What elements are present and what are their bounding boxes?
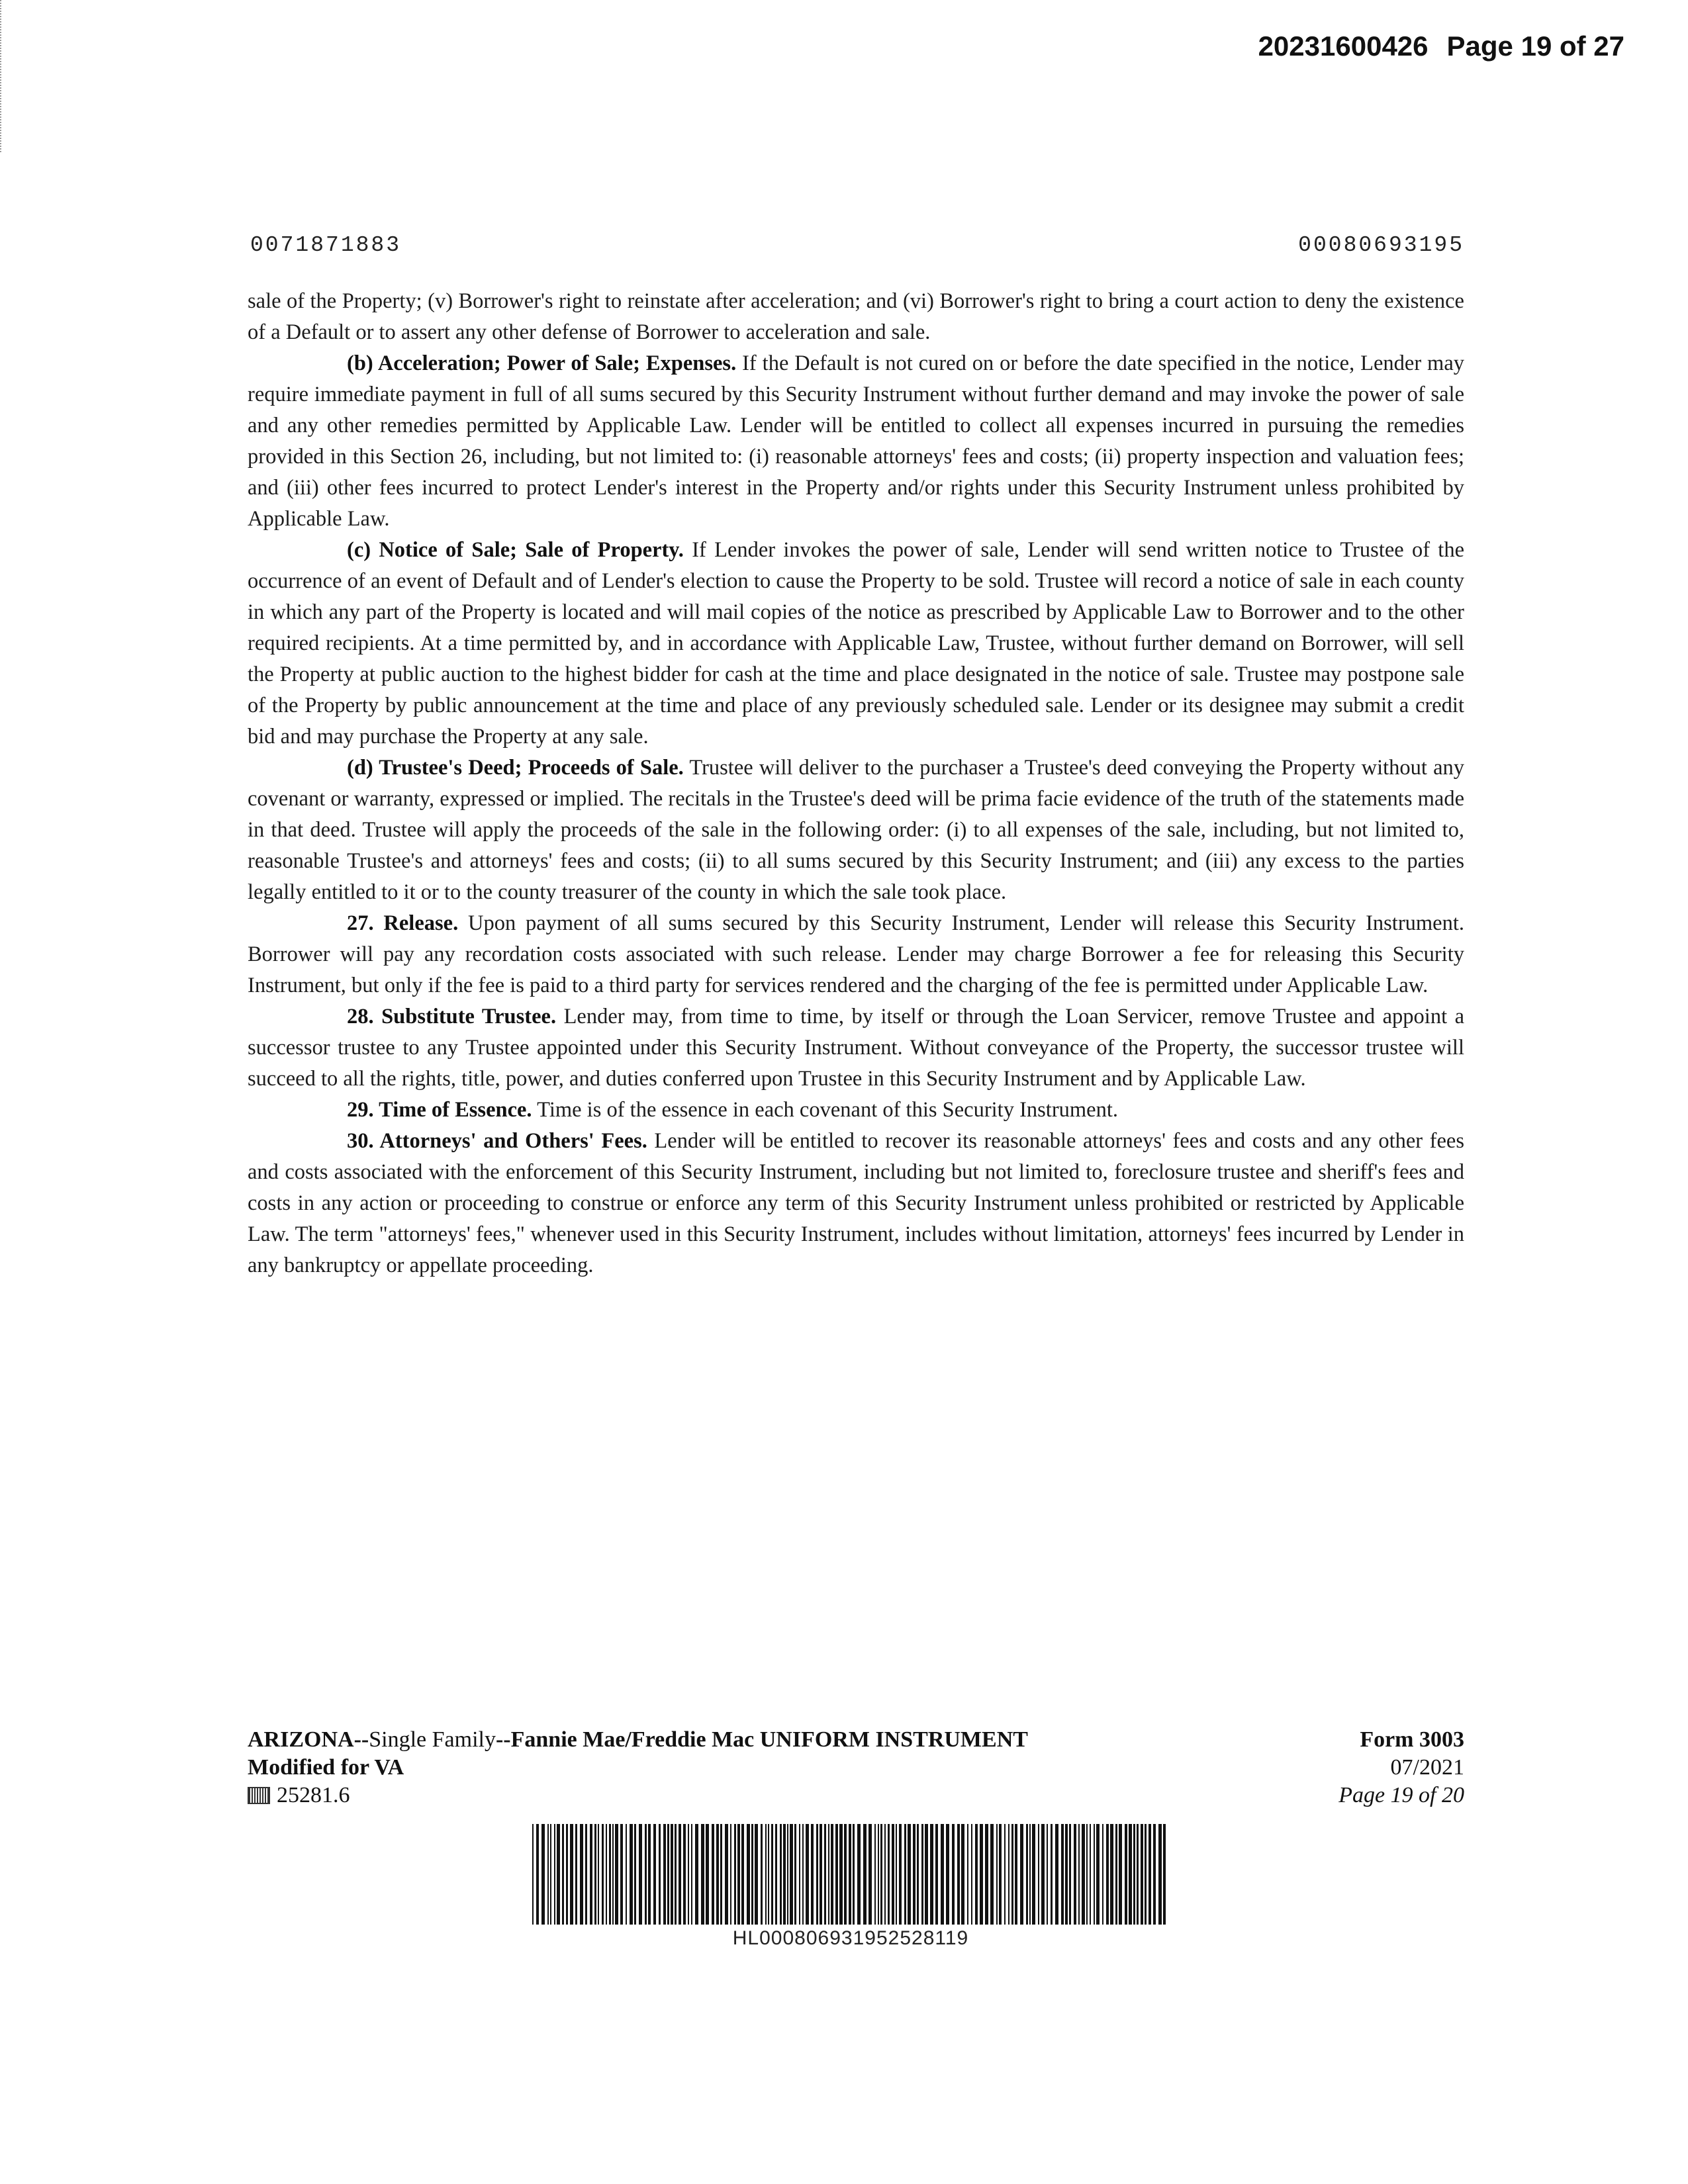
footer-page-of: Page 19 of 20 bbox=[1338, 1783, 1464, 1807]
loan-number-right: 00080693195 bbox=[1298, 233, 1464, 257]
footer-form-date: 07/2021 bbox=[1390, 1755, 1464, 1780]
paragraph-acceleration bbox=[248, 348, 1464, 535]
form-software-icon bbox=[248, 1787, 270, 1804]
paragraph-trustees-deed bbox=[248, 752, 1464, 908]
scan-edge-marks bbox=[0, 0, 4, 152]
paragraph-time-of-essence bbox=[248, 1095, 1464, 1126]
loan-number-left: 0071871883 bbox=[250, 233, 402, 257]
paragraph-text: Lender will be entitled to recover its reasonable attorneys' fees and costs and any other fees and costs associated with the enforcement of this Security Instrument, including but not limited to, foreclosure trustee and sheriff's fees and costs in any action or proceeding to construe or enforce any term of this Security Instrument unless prohibited or restricted by Applicable Law. The term "attorneys' fees," whenever used in this Security Instrument, includes without limitation, attorneys' fees incurred by Lender in any bankruptcy or appellate proceeding. bbox=[248, 1129, 1465, 1277]
paragraph-heading: 27. Release. bbox=[347, 911, 459, 935]
paragraph-text: Time is of the essence in each covenant of this Security Instrument. bbox=[537, 1098, 1119, 1122]
footer-separator: -- bbox=[353, 1727, 369, 1752]
paragraph-heading: (b) Acceleration; Power of Sale; Expenses. bbox=[347, 351, 737, 375]
paragraph-text: Trustee will deliver to the purchaser a Trustee's deed conveying the Property without any covenant or warranty, expressed or implied. The recitals in the Trustee's deed will be prima facie evidence of the truth of the statements made in that deed. Trustee will apply the proceeds of the sale in the following order: (i) to all expenses of the sale, including, but not limited to, reasonable Trustee's and attorneys' fees and costs; (ii) to all sums secured by this Security Instrument; and (iii) any excess to the parties legally entitled to it or to the county treasurer of the county in which the sale took place. bbox=[248, 756, 1465, 904]
paragraph-text: sale of the Property; (v) Borrower's right to reinstate after acceleration; and (vi) Borrower's right to bring a court action to deny the existence of a Default or to assert any other defense of Borrower to acceleration and sale. bbox=[248, 289, 1464, 344]
form-code-line bbox=[248, 1782, 1028, 1809]
paragraph-attorneys-fees bbox=[248, 1126, 1464, 1281]
paragraph-heading: 28. Substitute Trustee. bbox=[347, 1005, 557, 1028]
form-title-line bbox=[248, 1726, 1028, 1754]
form-footer-right bbox=[1338, 1726, 1464, 1809]
document-number: 20231600426 bbox=[1258, 30, 1429, 62]
footer-modified: Modified for VA bbox=[248, 1755, 404, 1780]
barcode-number: HL00080693195252811​9 bbox=[732, 1927, 969, 1949]
paragraph-heading: 30. Attorneys' and Others' Fees. bbox=[347, 1129, 647, 1153]
footer-family-type: Single Family bbox=[369, 1727, 496, 1752]
footer-instrument: Fannie Mae/Freddie Mac UNIFORM INSTRUMENT bbox=[510, 1727, 1028, 1752]
paragraph-notice-of-sale bbox=[248, 535, 1464, 752]
paragraph-heading: (c) Notice of Sale; Sale of Property. bbox=[347, 538, 684, 562]
form-footer-left bbox=[248, 1726, 1028, 1809]
recording-header bbox=[1258, 30, 1624, 62]
footer-form-code: 25281.6 bbox=[277, 1783, 350, 1807]
page-label: Page 19 of 27 bbox=[1446, 30, 1624, 62]
paragraph-text: Upon payment of all sums secured by this Security Instrument, Lender will release this Security Instrument. Borrower will pay any recordation costs associated with such release. Lender may charge Borrower a fee for releasing this Security Instrument, but only if the fee is paid to a third party for services rendered and the charging of the fee is permitted under Applicable Law. bbox=[248, 911, 1464, 997]
footer-state: ARIZONA bbox=[248, 1727, 354, 1752]
barcode-image bbox=[530, 1824, 1172, 1925]
paragraph-continuation bbox=[248, 286, 1464, 348]
paragraph-heading: (d) Trustee's Deed; Proceeds of Sale. bbox=[347, 756, 684, 780]
paragraph-text: If Lender invokes the power of sale, Lender will send written notice to Trustee of the occurrence of an event of Default and of Lender's election to cause the Property to be sold. Trustee will record a notice of sale in each county in which any part of the Property is located and will mail copies of the notice as prescribed by Applicable Law to Borrower and to the other required recipients. At a time permitted by, and in accordance with Applicable Law, Trustee, without further demand on Borrower, will sell the Property at public auction to the highest bidder for cash at the time and place designated in the notice of sale. Trustee may postpone sale of the Property by public announcement at the time and place of any previously scheduled sale. Lender or its designee may submit a credit bid and may purchase the Property at any sale. bbox=[248, 538, 1465, 749]
paragraph-heading: 29. Time of Essence. bbox=[347, 1098, 532, 1122]
paragraph-substitute-trustee bbox=[248, 1001, 1464, 1095]
document-body bbox=[248, 286, 1464, 1281]
form-modified-line bbox=[248, 1754, 1028, 1782]
footer-form-number: Form 3003 bbox=[1360, 1727, 1464, 1752]
barcode-block bbox=[530, 1824, 1172, 1950]
paragraph-release bbox=[248, 908, 1464, 1001]
footer-separator: -- bbox=[495, 1727, 511, 1752]
paragraph-text: If the Default is not cured on or before the date specified in the notice, Lender may require immediate payment in full of all sums secured by this Security Instrument without further demand and may invoke the power of sale and any other remedies permitted by Applicable Law. Lender will be entitled to collect all expenses incurred in pursuing the remedies provided in this Section 26, including, but not limited to: (i) reasonable attorneys' fees and costs; (ii) property inspection and valuation fees; and (iii) other fees incurred to protect Lender's interest in the Property and/or rights under this Security Instrument unless prohibited by Applicable Law. bbox=[248, 351, 1464, 531]
paragraph-text: Lender may, from time to time, by itself or through the Loan Servicer, remove Trustee and appoint a successor trustee to any Trustee appointed under this Security Instrument. Without conveyance of the Property, the successor trustee will succeed to all the rights, title, power, and duties conferred upon Trustee in this Security Instrument and by Applicable Law. bbox=[248, 1005, 1465, 1091]
